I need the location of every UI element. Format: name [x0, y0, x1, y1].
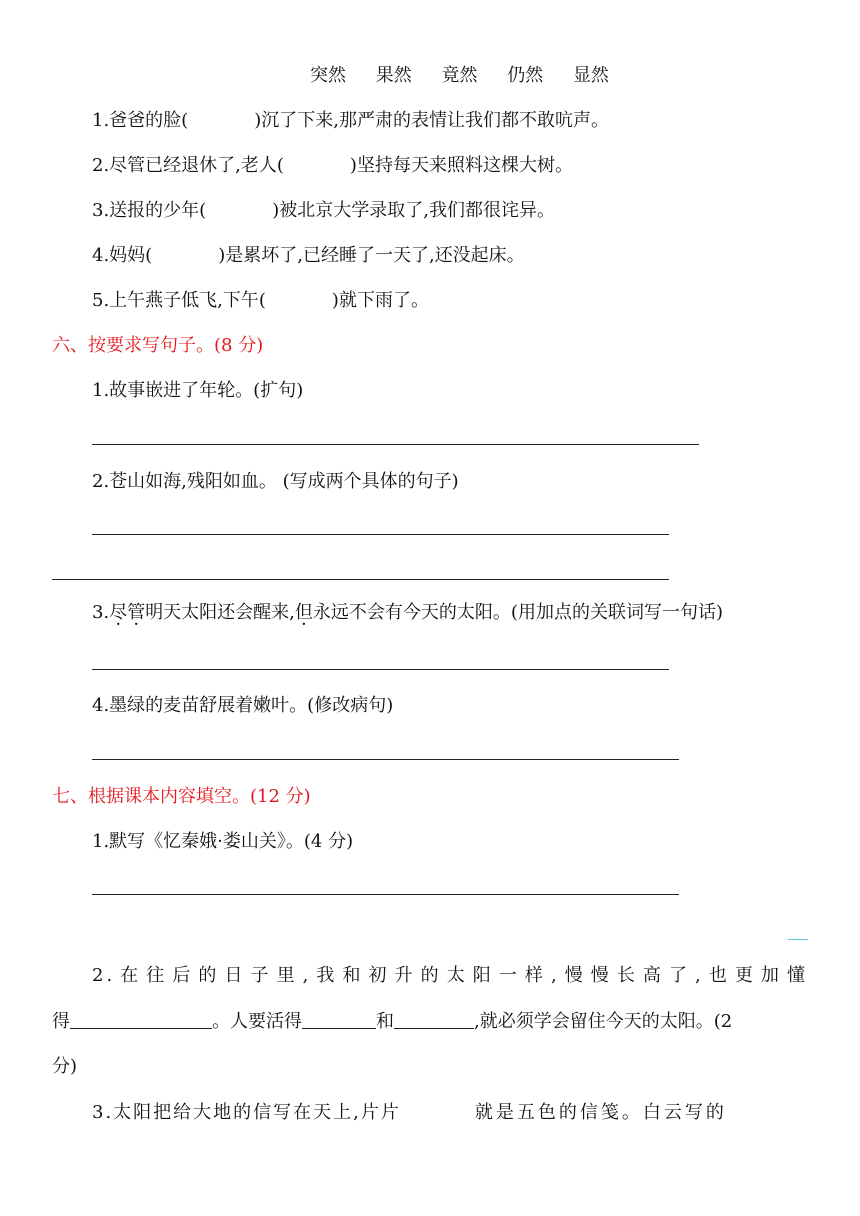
question-text: 2.尽管已经退休了,老人(	[92, 155, 284, 176]
answer-line[interactable]	[92, 759, 679, 760]
section-7-question-1: 1.默写《忆秦娥·娄山关》。(4 分)	[92, 831, 354, 852]
question-text: 和	[376, 1011, 394, 1032]
section-6-question-2: 2.苍山如海,残阳如血。 (写成两个具体的句子)	[92, 471, 459, 492]
question-text: 永远不会有今天的太阳。(用加点的关联词写一句话)	[312, 602, 723, 623]
question-text: 3.太阳把给大地的信写在天上,片片	[92, 1102, 401, 1123]
word-bank-item: 仍然	[507, 65, 544, 86]
word-bank-item: 显然	[572, 65, 609, 86]
decorative-mark	[788, 939, 808, 940]
answer-line[interactable]	[52, 579, 669, 580]
section-6-question-1: 1.故事嵌进了年轮。(扩句)	[92, 380, 304, 401]
answer-blank[interactable]	[70, 1010, 212, 1029]
question-text: 3.送报的少年(	[92, 200, 207, 221]
section-7-question-2-line-1: 2.在往后的日子里,我和初升的太阳一样,慢慢长高了,也更加懂	[92, 965, 808, 986]
section-6-question-4: 4.墨绿的麦苗舒展着嫩叶。(修改病句)	[92, 695, 394, 716]
question-text: 5.上午燕子低飞,下午(	[92, 290, 266, 311]
answer-blank[interactable]	[394, 1010, 474, 1029]
question-text: )是累坏了,已经睡了一天了,还没起床。	[218, 245, 525, 266]
fill-question-4	[92, 244, 525, 268]
section-6-title: 六、按要求写句子。(8 分)	[52, 335, 264, 356]
question-text: 3.	[92, 602, 110, 623]
section-7-question-3-line-1	[92, 1101, 727, 1125]
question-text: 明天太阳还会醒来,	[145, 602, 295, 623]
fill-question-2	[92, 154, 573, 178]
word-bank	[310, 64, 609, 88]
question-text: )被北京大学录取了,我们都很诧异。	[272, 200, 555, 221]
question-text: 就是五色的信笺。白云写的	[474, 1102, 727, 1123]
section-7-question-2-line-3: 分)	[52, 1056, 78, 1077]
question-text: 1.爸爸的脸(	[92, 110, 189, 131]
word-bank-item: 突然	[310, 65, 346, 86]
dotted-char: 但	[294, 602, 313, 623]
fill-question-5	[92, 289, 429, 313]
section-7-question-2-line-2	[52, 1010, 732, 1034]
answer-line[interactable]	[92, 534, 669, 535]
dotted-char: 管	[127, 602, 146, 623]
fill-question-1	[92, 109, 609, 133]
question-text: )就下雨了。	[331, 290, 429, 311]
fill-question-3	[92, 199, 555, 223]
word-bank-item: 竟然	[441, 65, 478, 86]
answer-blank[interactable]	[302, 1010, 376, 1029]
answer-line[interactable]	[92, 669, 669, 670]
section-6-question-3	[92, 601, 723, 625]
section-7-title: 七、根据课本内容填空。(12 分)	[52, 786, 311, 807]
question-text: 。人要活得	[212, 1011, 302, 1032]
answer-line[interactable]	[92, 444, 699, 445]
question-text: 得	[52, 1011, 70, 1032]
word-bank-item: 果然	[375, 65, 412, 86]
answer-line[interactable]	[92, 894, 679, 895]
question-text: 4.妈妈(	[92, 245, 153, 266]
question-text: )沉了下来,那严肃的表情让我们都不敢吭声。	[254, 110, 609, 131]
question-text: )坚持每天来照料这棵大树。	[349, 155, 573, 176]
question-text: ,就必须学会留住今天的太阳。(2	[474, 1011, 733, 1032]
dotted-char: 尽	[109, 602, 128, 623]
